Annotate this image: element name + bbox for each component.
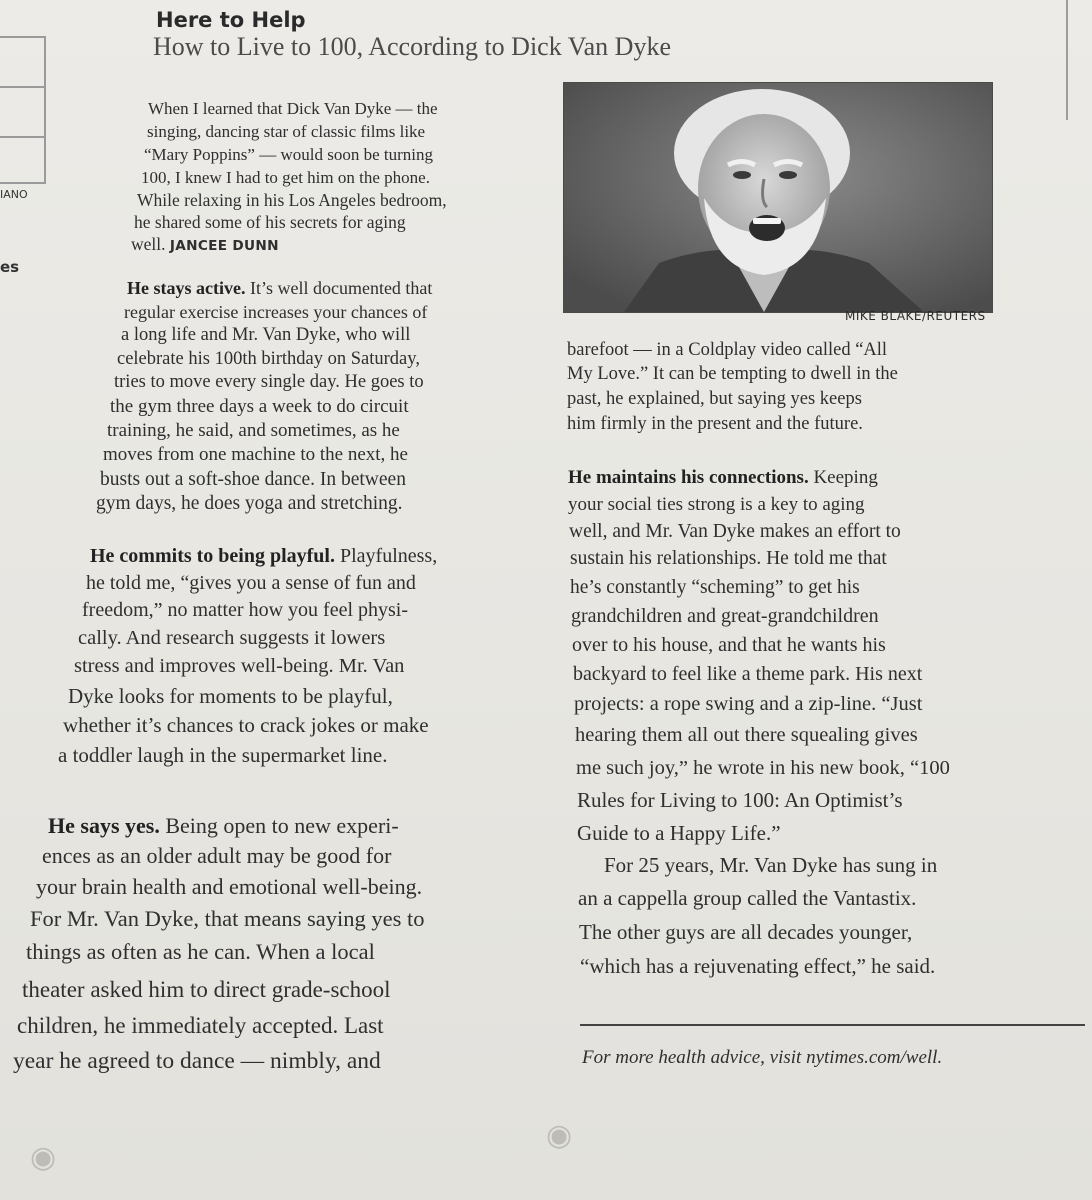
body-line: “which has a rejuvenating effect,” he said. [580, 954, 936, 978]
body-line: projects: a rope swing and a zip-line. “Just [574, 693, 923, 715]
body-line: whether it’s chances to crack jokes or make [63, 713, 429, 737]
section-lead-line [568, 468, 878, 487]
body-line: well, and Mr. Van Dyke makes an effort to [569, 521, 901, 542]
body-line: moves from one machine to the next, he [103, 444, 408, 465]
body-text: It’s well documented that [249, 278, 433, 298]
body-line: stress and improves well-being. Mr. Van [74, 655, 405, 677]
photo-credit: MIKE BLAKE/REUTERS [845, 309, 986, 323]
body-line: tries to move every single day. He goes to [114, 372, 424, 392]
body-line: an a cappella group called the Vantastix. [578, 886, 917, 910]
edge-fragment-2: es [0, 258, 20, 276]
section-lead-line [127, 279, 432, 297]
intro-line: he shared some of his secrets for aging [134, 212, 406, 232]
body-line: For 25 years, Mr. Van Dyke has sung in [604, 853, 938, 877]
body-line: backyard to feel like a theme park. His next [573, 663, 923, 685]
body-line: a toddler laugh in the supermarket line. [58, 743, 388, 767]
body-line: he told me, “gives you a sense of fun and [86, 572, 416, 594]
body-line: your social ties strong is a key to aging [568, 494, 865, 515]
body-line: a long life and Mr. Van Dyke, who will [121, 325, 411, 345]
byline: JANCEE DUNN [169, 238, 279, 254]
body-line: For Mr. Van Dyke, that means saying yes to [30, 906, 425, 931]
intro-line: When I learned that Dick Van Dyke — the [148, 99, 438, 118]
edge-box-3 [0, 136, 46, 184]
body-line: grandchildren and great-grandchildren [571, 605, 879, 627]
body-line: gym days, he does yoga and stretching. [96, 493, 403, 514]
body-line: things as often as he can. When a local [26, 939, 375, 964]
body-line: My Love.” It can be tempting to dwell in the [567, 364, 898, 384]
fold-mark-icon: ◉ [30, 1140, 57, 1175]
intro-line-with-byline [131, 236, 279, 254]
body-line: year he agreed to dance — nimbly, and [13, 1048, 381, 1074]
intro-line: While relaxing in his Los Angeles bedroom, [137, 190, 447, 210]
body-line: busts out a soft-shoe dance. In between [100, 469, 406, 490]
body-line: training, he said, and sometimes, as he [107, 420, 400, 441]
body-line: regular exercise increases your chances of [124, 302, 428, 322]
body-line: Dyke looks for moments to be playful, [68, 684, 393, 708]
body-line: barefoot — in a Coldplay video called “All [567, 340, 888, 360]
body-line: Rules for Living to 100: An Optimist’s [577, 788, 903, 812]
body-line: celebrate his 100th birthday on Saturday, [117, 349, 420, 369]
body-line: freedom,” no matter how you feel physi- [82, 599, 409, 621]
section-lead: He says yes. [48, 813, 160, 838]
edge-box-1 [0, 36, 46, 86]
body-line: ences as an older adult may be good for [42, 843, 392, 868]
body-line: over to his house, and that he wants his [572, 634, 886, 656]
fold-mark-icon: ◉ [546, 1118, 573, 1153]
body-line: Guide to a Happy Life.” [577, 821, 781, 845]
body-line: sustain his relationships. He told me that [570, 548, 887, 569]
body-line: theater asked him to direct grade-school [22, 977, 391, 1002]
body-line: The other guys are all decades younger, [579, 920, 913, 944]
body-line: he’s constantly “scheming” to get his [570, 577, 860, 598]
body-line: children, he immediately accepted. Last [17, 1013, 384, 1038]
body-line: past, he explained, but saying yes keeps [567, 389, 862, 409]
section-lead: He commits to being playful. [90, 545, 335, 567]
body-line: hearing them all out there squealing gives [575, 724, 918, 746]
body-line: cally. And research suggests it lowers [78, 627, 386, 649]
right-edge-rule [1066, 0, 1068, 120]
intro-line: “Mary Poppins” — would soon be turning [144, 145, 433, 164]
section-lead-line [48, 815, 399, 837]
section-lead-line [90, 546, 437, 566]
portrait-photo [563, 82, 993, 313]
body-line: your brain health and emotional well-being. [36, 874, 423, 899]
section-kicker: Here to Help [156, 8, 306, 32]
intro-line: 100, I knew I had to get him on the phone. [141, 168, 430, 187]
section-lead: He maintains his connections. [568, 467, 809, 488]
intro-line: singing, dancing star of classic films like [147, 122, 426, 141]
intro-line: well. [131, 234, 166, 254]
footer-rule [580, 1024, 1085, 1026]
article-headline: How to Live to 100, According to Dick Van Dyke [153, 32, 671, 61]
edge-box-2 [0, 86, 46, 136]
body-text: Keeping [813, 467, 878, 488]
edge-fragment-1: IANO [0, 188, 28, 201]
body-text: Playfulness, [340, 545, 438, 567]
portrait-illustration [564, 83, 992, 312]
footer-note: For more health advice, visit nytimes.com/well. [582, 1047, 943, 1068]
body-text: Being open to new experi- [165, 813, 399, 838]
body-line: me such joy,” he wrote in his new book, “100 [576, 757, 950, 779]
section-lead: He stays active. [127, 278, 246, 298]
body-line: him firmly in the present and the future. [567, 414, 863, 434]
body-line: the gym three days a week to do circuit [110, 396, 409, 417]
